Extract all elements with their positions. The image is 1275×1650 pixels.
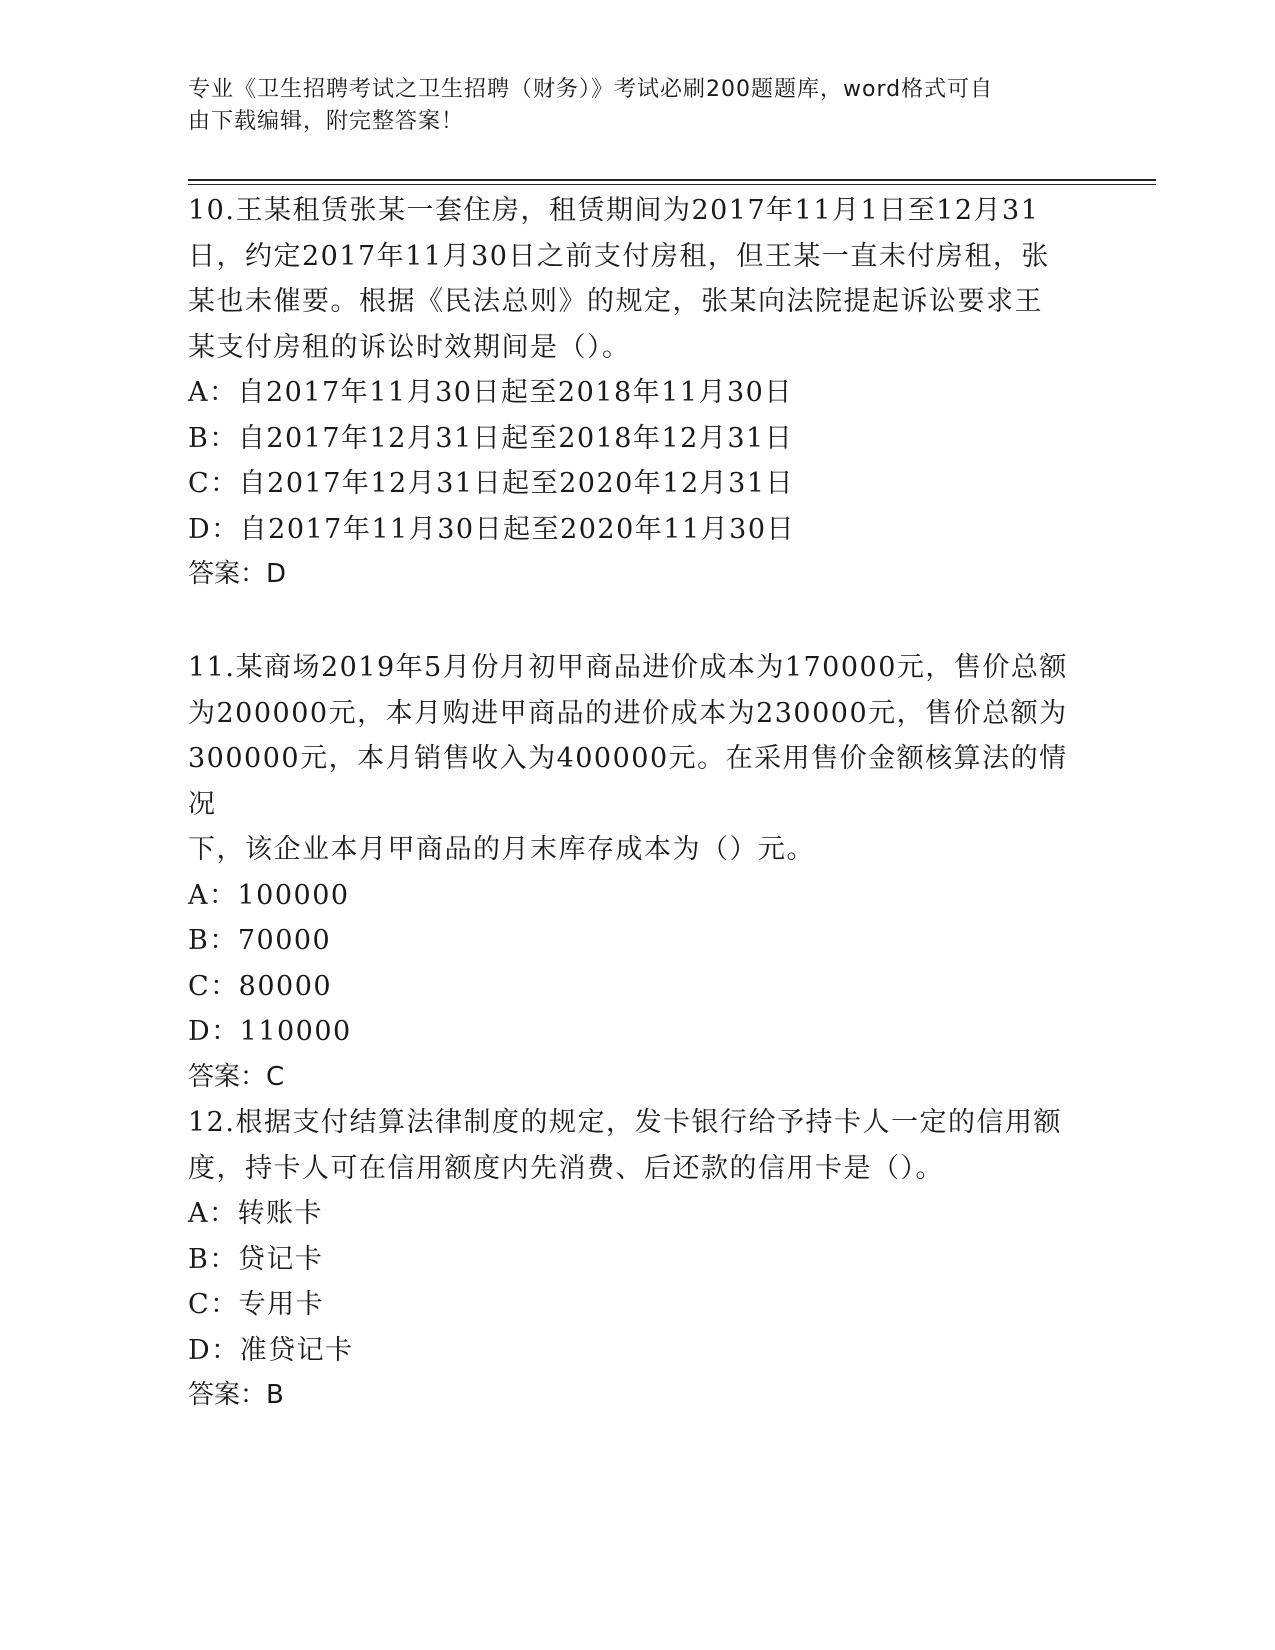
header-line-1: 专业《卫生招聘考试之卫生招聘（财务）》考试必刷200题题库，word格式可自 [188,77,994,102]
question-11 [188,645,1088,1100]
header-line-2: 由下载编辑，附完整答案！ [188,109,465,134]
question-stem-line: 11.某商场2019年5月份月初甲商品进价成本为170000元，售价总额 [188,652,1068,683]
question-stem-line: 某支付房租的诉讼时效期间是（）。 [188,331,631,363]
option-c: C：自2017年12月31日起至2020年12月31日 [188,468,795,499]
answer-label: 答案：B [188,1380,284,1410]
option-b: B：贷记卡 [188,1243,324,1275]
header-rule-thin [188,184,1156,185]
question-stem-line: 日，约定2017年11月30日之前支付房租，但王某一直未付房租，张 [188,240,1050,272]
option-b: B：自2017年12月31日起至2018年12月31日 [188,422,794,454]
question-stem-line: 12.根据支付结算法律制度的规定，发卡银行给予持卡人一定的信用额 [188,1107,1062,1138]
answer-label: 答案：D [188,559,287,589]
question-stem-line: 10.王某租赁张某一套住房，租赁期间为2017年11月1日至12月31 [188,195,1040,226]
header-rule-thick [188,179,1156,181]
option-a: A：转账卡 [188,1198,323,1229]
answer-label: 答案：C [188,1061,285,1092]
option-d: D：准贷记卡 [188,1334,354,1366]
question-12 [188,1100,1088,1419]
option-c: C：80000 [188,970,333,1002]
question-stem-line: 为200000元，本月购进甲商品的进价成本为230000元，售价总额为 [188,697,1068,729]
question-stem-line: 300000元，本月销售收入为400000元。在采用售价金额核算法的情况 [188,743,1068,820]
question-stem-line: 度，持卡人可在信用额度内先消费、后还款的信用卡是（）。 [188,1152,944,1184]
question-stem-line: 某也未催要。根据《民法总则》的规定，张某向法院提起诉讼要求王 [188,286,1043,317]
option-c: C：专用卡 [188,1289,325,1320]
option-d: D：自2017年11月30日起至2020年11月30日 [188,513,795,545]
question-10 [188,188,1088,598]
document-header [188,74,1068,138]
option-a: A：100000 [188,879,350,911]
question-stem-line: 下，该企业本月甲商品的月末库存成本为（）元。 [188,834,815,865]
option-d: D：110000 [188,1016,352,1047]
option-b: B：70000 [188,925,332,956]
option-a: A：自2017年11月30日起至2018年11月30日 [188,377,793,408]
